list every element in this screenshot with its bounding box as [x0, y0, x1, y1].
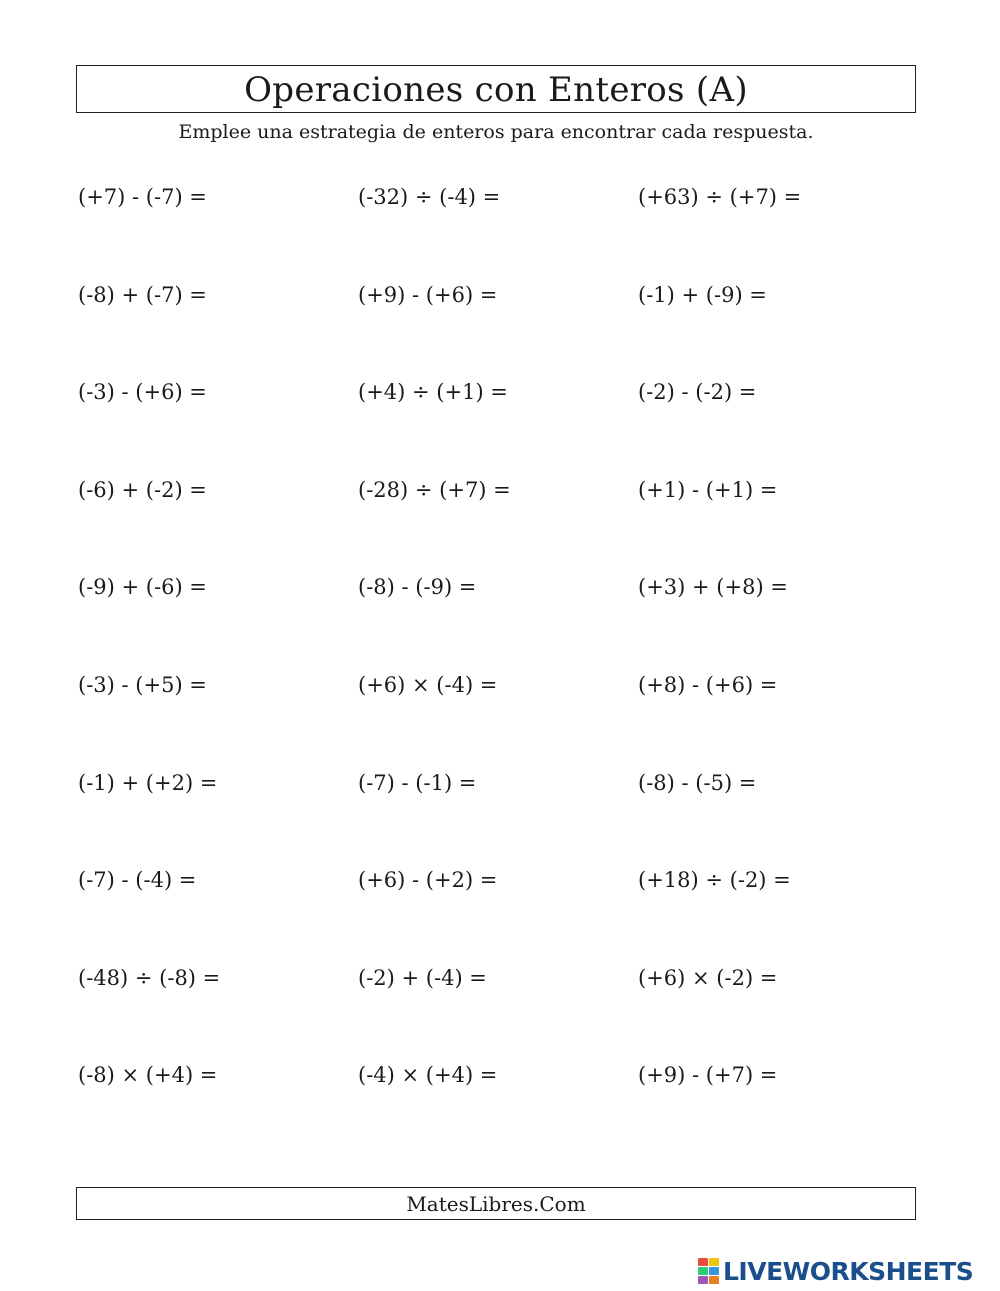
logo-square	[698, 1267, 708, 1275]
worksheet-footer-box	[76, 1187, 916, 1220]
problem-expression: (+6) - (+2) =	[358, 868, 498, 893]
problem-expression: (+9) - (+7) =	[638, 1063, 778, 1088]
problem-expression: (+4) ÷ (+1) =	[358, 380, 508, 405]
problem-expression: (+18) ÷ (-2) =	[638, 868, 791, 893]
liveworksheets-logo-icon	[698, 1258, 719, 1284]
problem-expression: (-1) + (-9) =	[638, 282, 767, 307]
problem-row	[78, 182, 918, 280]
problem-expression: (-8) - (-9) =	[358, 575, 477, 600]
problem-row	[78, 280, 918, 378]
worksheet-title-box	[76, 65, 916, 113]
problem-expression: (+1) - (+1) =	[638, 477, 778, 502]
problem-expression: (+6) × (-2) =	[638, 965, 778, 990]
problem-expression: (-28) ÷ (+7) =	[358, 477, 511, 502]
problem-row	[78, 963, 918, 1061]
problem-expression: (+6) × (-4) =	[358, 672, 498, 697]
problem-grid	[78, 182, 918, 1158]
problem-expression: (-3) - (+5) =	[78, 672, 207, 697]
problem-expression: (-7) - (-1) =	[358, 770, 477, 795]
logo-square	[709, 1276, 719, 1284]
problem-expression: (-3) - (+6) =	[78, 380, 207, 405]
problem-expression: (-1) + (+2) =	[78, 770, 218, 795]
problem-expression: (+8) - (+6) =	[638, 672, 778, 697]
problem-expression: (-6) + (-2) =	[78, 477, 207, 502]
liveworksheets-brand	[698, 1256, 973, 1286]
problem-expression: (+9) - (+6) =	[358, 282, 498, 307]
problem-expression: (-48) ÷ (-8) =	[78, 965, 221, 990]
worksheet-instructions: Emplee una estrategia de enteros para encontrar cada respuesta.	[178, 121, 814, 143]
problem-expression: (-8) + (-7) =	[78, 282, 207, 307]
problem-row	[78, 572, 918, 670]
problem-expression: (-7) - (-4) =	[78, 868, 197, 893]
worksheet-footer: MatesLibres.Com	[406, 1191, 586, 1216]
problem-expression: (-9) + (-6) =	[78, 575, 207, 600]
liveworksheets-wordmark: LIVEWORKSHEETS	[723, 1256, 974, 1286]
problem-expression: (-4) × (+4) =	[358, 1063, 498, 1088]
worksheet-title: Operaciones con Enteros (A)	[244, 70, 748, 110]
problem-expression: (+3) + (+8) =	[638, 575, 788, 600]
logo-square	[709, 1258, 719, 1266]
problem-expression: (+63) ÷ (+7) =	[638, 185, 802, 209]
problem-row	[78, 768, 918, 866]
problem-row	[78, 475, 918, 573]
problem-expression: (-8) × (+4) =	[78, 1063, 218, 1088]
problem-expression: (-8) - (-5) =	[638, 770, 757, 795]
problem-row	[78, 377, 918, 475]
problem-expression: (-2) - (-2) =	[638, 380, 757, 405]
logo-square	[698, 1276, 708, 1284]
problem-row	[78, 670, 918, 768]
problem-row	[78, 1060, 918, 1158]
problem-expression: (+7) - (-7) =	[78, 185, 207, 209]
problem-expression: (-2) + (-4) =	[358, 965, 487, 990]
logo-square	[709, 1267, 719, 1275]
problem-row	[78, 865, 918, 963]
logo-square	[698, 1258, 708, 1266]
problem-expression: (-32) ÷ (-4) =	[358, 185, 501, 209]
